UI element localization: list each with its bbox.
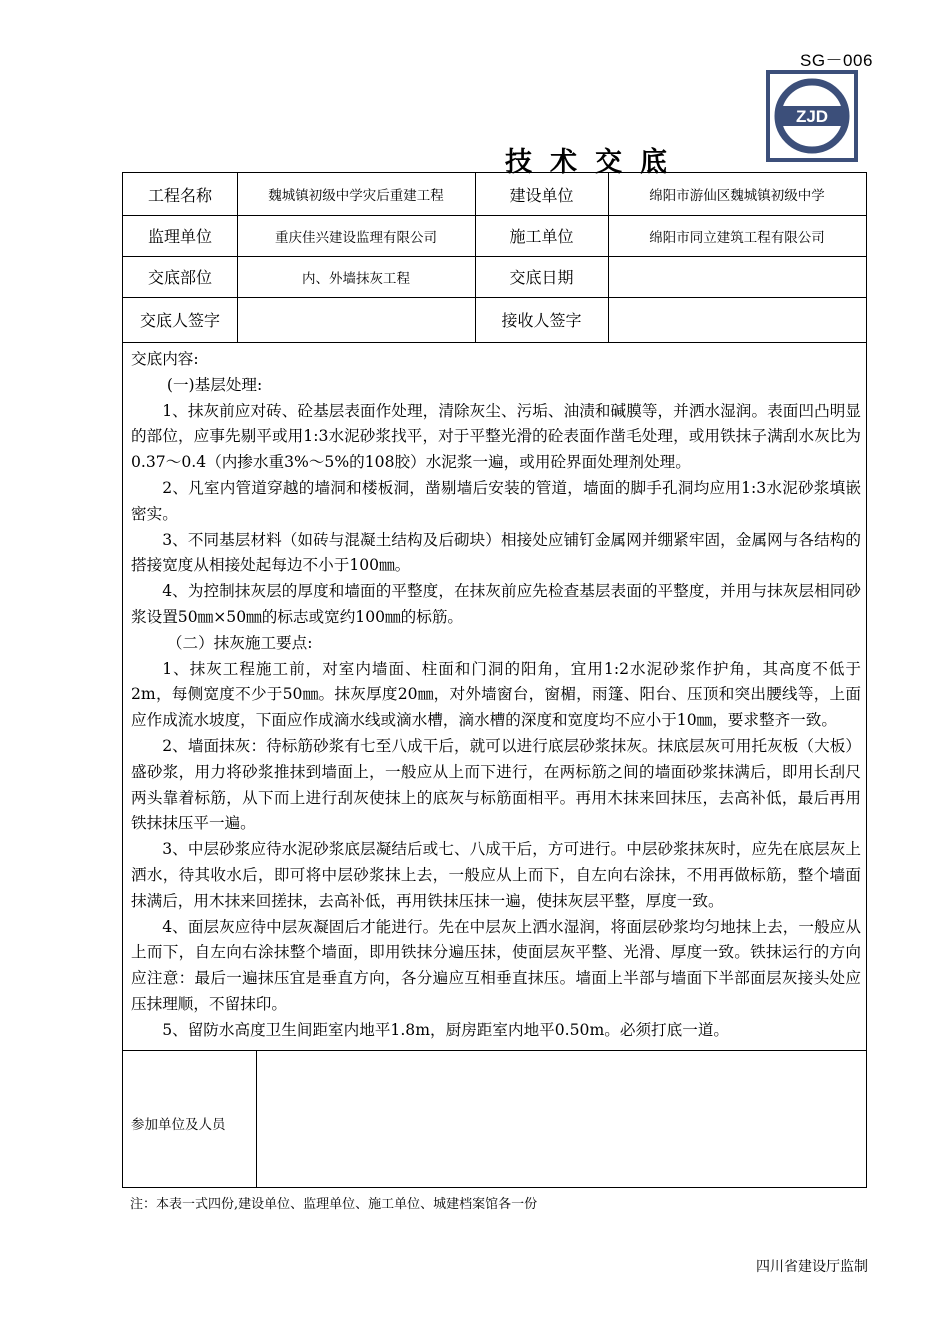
issuer-footer: 四川省建设厅监制 [756, 1259, 868, 1275]
date-field[interactable] [608, 256, 866, 297]
section2-paragraph: 3、中层砂浆应待水泥砂浆底层凝结后或七、八成干后，方可进行。中层砂浆抹灰时，应先在底层灰上洒水，待其收水后，即可将中层砂浆抹上去，一般应从上而下，自左向右涂抹，不用再做标筋，整个墙面抹满后，用木抹来回搓抹，去高补低，再用铁抹压抹一遍，使抹灰层平整，厚度一致。 [131, 840, 861, 910]
section1-paragraph: 2、凡室内管道穿越的墙洞和楼板洞，凿剔墙后安装的管道，墙面的脚手孔洞均应用1:3水泥砂浆填嵌密实。 [131, 478, 861, 523]
form-code: SG－006 [800, 51, 873, 70]
zjd-logo [766, 70, 858, 162]
disclosure-content [131, 347, 861, 1044]
receiver-sign-label: 接收人签字 [501, 311, 582, 330]
supervisor-label: 监理单位 [147, 227, 212, 246]
part-value: 内、外墙抹灰工程 [302, 270, 410, 287]
discloser-sign-label: 交底人签字 [139, 311, 220, 330]
discloser-sign-field[interactable] [237, 297, 475, 342]
content-heading: 交底内容: [131, 350, 199, 368]
part-label: 交底部位 [147, 268, 212, 287]
section1-paragraph: 1、抹灰前应对砖、砼基层表面作处理，清除灰尘、污垢、油渍和碱膜等，并洒水湿润。表面凹凸明显的部位，应事先剔平或用1:3水泥砂浆找平，对于平整光滑的砼表面作凿毛处理，或用铁抹子满刮水灰比为0.37～0.4（内掺水重3%～5%的108胶）水泥浆一遍，或用砼界面处理剂处理。 [131, 401, 861, 472]
project-name-value: 魏城镇初级中学灾后重建工程 [268, 188, 444, 204]
contractor-value: 绵阳市同立建筑工程有限公司 [649, 229, 825, 246]
copies-note: 注：本表一式四份,建设单位、监理单位、施工单位、城建档案馆各一份 [130, 1197, 538, 1212]
project-name-label: 工程名称 [147, 185, 212, 205]
disclosure-form [122, 172, 867, 1188]
section2-paragraph: 4、面层灰应待中层灰凝固后才能进行。先在中层灰上洒水湿润，将面层砂浆均匀地抹上去，一般应从上而下，自左向右涂抹整个墙面，即用铁抹分遍压抹，使面层灰平整、光滑、厚度一致。铁抹运行的方向应注意：最后一遍抹压宜是垂直方向，各分遍应互相垂直抹压。墙面上半部与墙面下半部面层灰接头处应压抹理顺，不留抹印。 [131, 917, 861, 1013]
section1-title: (一)基层处理: [166, 375, 263, 394]
section1-paragraph: 3、不同基层材料（如砖与混凝土结构及后砌块）相接处应铺钉金属网并绷紧牢固，金属网与各结构的搭接宽度从相接处起每边不小于100㎜。 [131, 530, 861, 575]
participants-label: 参加单位及人员 [131, 1117, 226, 1133]
owner-value: 绵阳市游仙区魏城镇初级中学 [649, 188, 825, 204]
owner-label: 建设单位 [509, 185, 574, 205]
section2-paragraph: 1、抹灰工程施工前，对室内墙面、柱面和门洞的阳角，宜用1:2水泥砂浆作护角，其高度不低于2m，每侧宽度不少于50㎜。抹灰厚度20㎜，对外墙窗台，窗楣，雨篷、阳台、压顶和突出腰线等，上面应作成流水坡度，下面应作成滴水线或滴水槽，滴水槽的深度和宽度均不应小于10㎜，要求整齐一致。 [131, 659, 861, 730]
participants-field[interactable] [257, 1051, 865, 1187]
section2-paragraph: 2、墙面抹灰：待标筋砂浆有七至八成干后，就可以进行底层砂浆抹灰。抹底层灰可用托灰板（大板）盛砂浆，用力将砂浆推抹到墙面上，一般应从上而下进行，在两标筋之间的墙面砂浆抹满后，即用长刮尺两头靠着标筋，从下而上进行刮灰使抹上的底灰与标筋面相平。再用木抹来回抹压，去高补低，最后再用铁抹抹压平一遍。 [131, 736, 861, 833]
section1-paragraph: 4、为控制抹灰层的厚度和墙面的平整度，在抹灰前应先检查基层表面的平整度，并用与抹灰层相同砂浆设置50㎜×50㎜的标志或宽约100㎜的标筋。 [131, 582, 861, 626]
page-title: 技术交底 [505, 147, 685, 178]
date-label: 交底日期 [509, 268, 574, 287]
section2-title: （二）抹灰施工要点: [166, 633, 313, 652]
contractor-label: 施工单位 [509, 227, 574, 246]
supervisor-value: 重庆佳兴建设监理有限公司 [275, 229, 437, 246]
logo-text: ZJD [795, 107, 829, 126]
receiver-sign-field[interactable] [608, 297, 866, 342]
section2-paragraph: 5、留防水高度卫生间距室内地平1.8m，厨房距室内地平0.50m。必须打底一道。 [162, 1020, 730, 1039]
